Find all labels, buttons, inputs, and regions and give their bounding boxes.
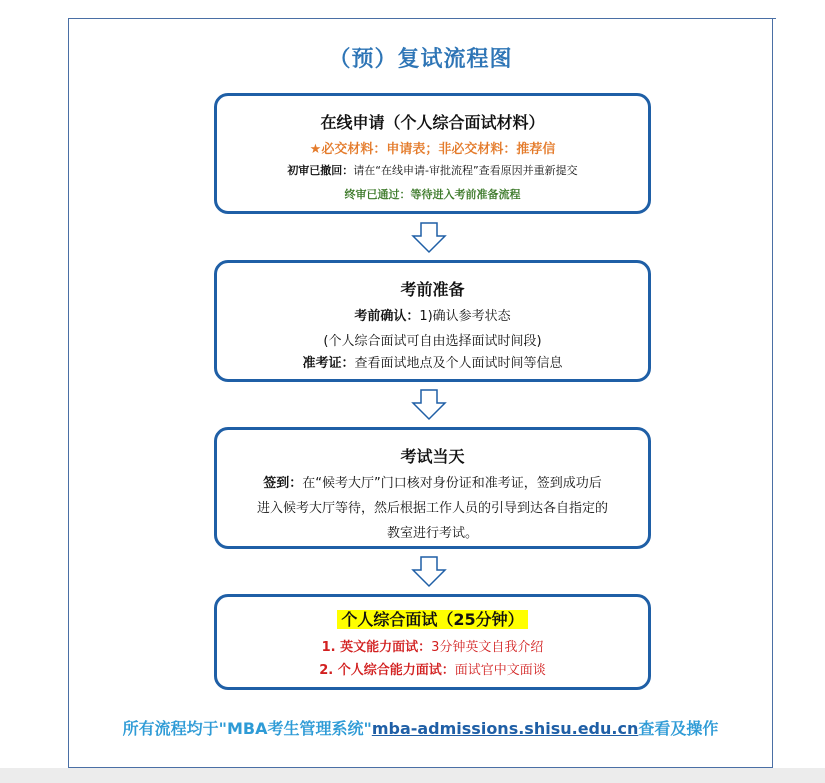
- step-title: 考前准备: [400, 280, 465, 299]
- passed-status: 终审已通过：等待进入考前准备流程: [344, 188, 521, 201]
- step-title: 考试当天: [400, 447, 465, 466]
- frame-corner: [773, 18, 776, 19]
- item2-text: 面试官中文面谈: [454, 663, 546, 678]
- step-interview: [214, 594, 651, 690]
- footer-note: [68, 716, 773, 739]
- rejected-label: 初审已撤回：: [287, 164, 354, 177]
- step-title: 个人综合面试（25分钟）: [337, 610, 527, 629]
- down-arrow-icon: [411, 556, 447, 588]
- signin-text: 在“候考大厅”门口核对身份证和准考证，签到成功后: [302, 476, 602, 491]
- signin-line-3: 教室进行考试。: [386, 526, 478, 541]
- admissions-link[interactable]: mba-admissions.shisu.edu.cn: [371, 719, 639, 738]
- signin-label: 签到：: [263, 476, 303, 491]
- step-online-application: [214, 93, 651, 214]
- page-title: （预）复试流程图: [328, 47, 513, 72]
- item1-label: 1. 英文能力面试：: [321, 640, 432, 655]
- signin-line-2: 进入候考大厅等待，然后根据工作人员的引导到达各自指定的: [256, 501, 608, 516]
- required-materials: ★必交材料：申请表；非必交材料：推荐信: [309, 142, 556, 157]
- item1-text: 3分钟英文自我介绍: [431, 640, 544, 655]
- step-exam-day: [214, 427, 651, 549]
- confirm-line: [217, 305, 648, 324]
- ticket-text: 查看面试地点及个人面试时间等信息: [354, 356, 563, 371]
- bottom-strip: [0, 768, 825, 783]
- item2-label: 2. 个人综合能力面试：: [319, 663, 455, 678]
- signin-line-1: [217, 472, 648, 491]
- confirm-label: 考前确认：: [354, 309, 420, 324]
- step-pre-exam: [214, 260, 651, 382]
- ticket-label: 准考证：: [302, 356, 355, 371]
- interview-item-1: [217, 636, 648, 655]
- rejected-text: 请在“在线申请-审批流程”查看原因并重新提交: [353, 164, 578, 177]
- interview-item-2: [217, 659, 648, 678]
- time-note: (个人综合面试可自由选择面试时间段): [323, 334, 542, 349]
- interview-title-wrap: [217, 607, 648, 630]
- step-title: 在线申请（个人综合面试材料）: [320, 113, 545, 132]
- footer-prefix: 所有流程均于"MBA考生管理系统": [122, 719, 372, 738]
- down-arrow-icon: [411, 389, 447, 421]
- confirm-text: 1)确认参考状态: [419, 309, 511, 324]
- rejected-status: [217, 162, 648, 178]
- ticket-line: [217, 352, 648, 371]
- down-arrow-icon: [411, 222, 447, 254]
- footer-suffix: 查看及操作: [638, 719, 719, 738]
